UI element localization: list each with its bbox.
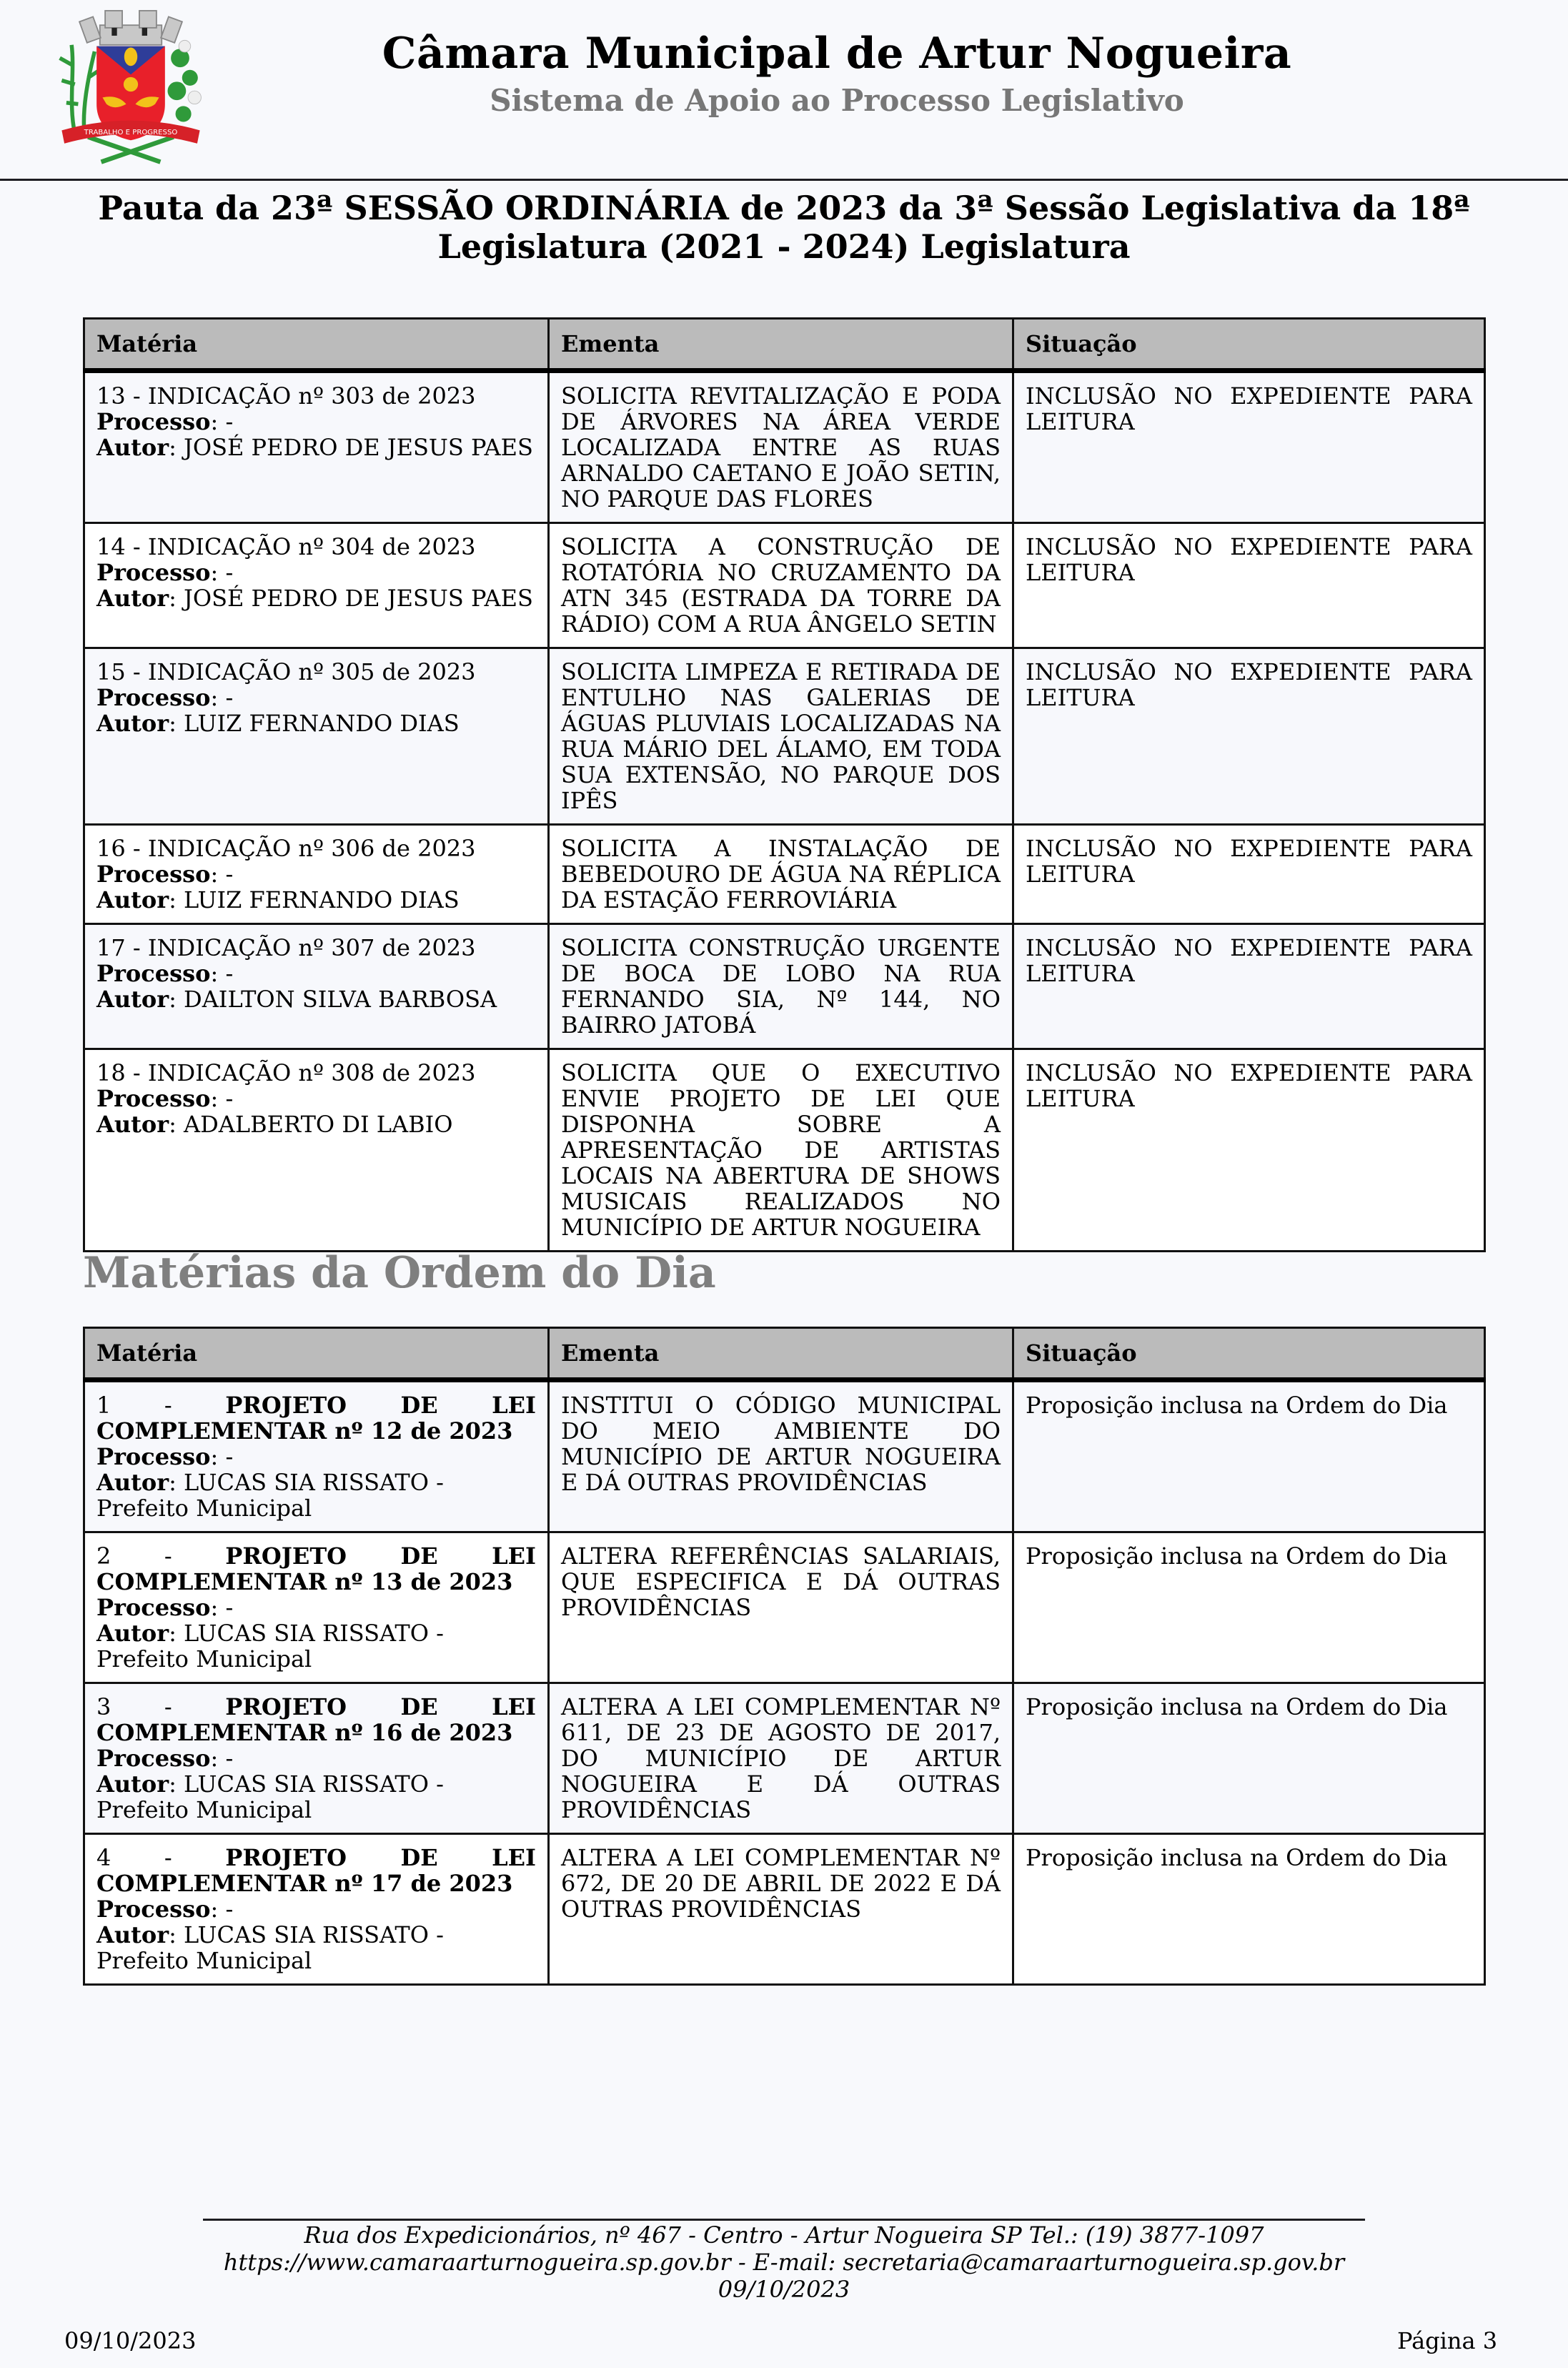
autor-line xyxy=(96,1922,536,1973)
column-header-ementa: Ementa xyxy=(549,319,1013,371)
processo-label: Processo xyxy=(96,861,211,888)
cell-ementa: SOLICITA LIMPEZA E RETIRADA DE ENTULHO NAS GALERIAS DE ÁGUAS PLUVIAIS LOCALIZADAS NA RUA MÁRIO DEL ÁLAMO, EM TODA SUA EXTENSÃO, NO PARQUE DOS IPÊS xyxy=(549,648,1013,825)
autor-line xyxy=(96,986,536,1012)
processo-label: Processo xyxy=(96,1443,211,1470)
processo-line xyxy=(96,1444,536,1470)
cell-ementa: SOLICITA CONSTRUÇÃO URGENTE DE BOCA DE LOBO NA RUA FERNANDO SIA, Nº 144, NO BAIRRO JATOBÁ xyxy=(549,924,1013,1049)
cell-materia xyxy=(84,648,549,825)
cell-ementa: SOLICITA A CONSTRUÇÃO DE ROTATÓRIA NO CRUZAMENTO DA ATN 345 (ESTRADA DA TORRE DA RÁDIO) COM A RUA ÂNGELO SETIN xyxy=(549,523,1013,648)
materia-name: PROJETO DE LEI COMPLEMENTAR nº 12 de 2023 xyxy=(96,1392,537,1445)
cell-ementa: ALTERA REFERÊNCIAS SALARIAIS, QUE ESPECIFICA E DÁ OUTRAS PROVIDÊNCIAS xyxy=(549,1532,1013,1683)
institution-name: Câmara Municipal de Artur Nogueira xyxy=(382,29,1292,79)
autor-value: : LUIZ FERNANDO DIAS xyxy=(169,710,460,737)
svg-text:TRABALHO E PROGRESSO: TRABALHO E PROGRESSO xyxy=(84,128,178,137)
materia-title: 13 - INDICAÇÃO nº 303 de 2023 xyxy=(96,382,476,410)
processo-value: : - xyxy=(210,1085,234,1112)
table-header-row xyxy=(84,319,1485,371)
table-row xyxy=(84,648,1485,825)
processo-line xyxy=(96,685,536,710)
system-subtitle: Sistema de Apoio ao Processo Legislativo xyxy=(490,83,1184,118)
autor-value: : LUCAS SIA RISSATO - Prefeito Municipal xyxy=(96,1770,444,1823)
footer-address-date: 09/10/2023 xyxy=(718,2276,850,2303)
materia-number: 3 - xyxy=(96,1693,226,1720)
processo-value: : - xyxy=(210,684,234,711)
cell-materia xyxy=(84,1049,549,1252)
cell-materia xyxy=(84,1380,549,1532)
autor-value: : LUCAS SIA RISSATO - Prefeito Municipal xyxy=(96,1921,444,1974)
autor-value: : LUCAS SIA RISSATO - Prefeito Municipal xyxy=(96,1620,444,1673)
autor-line xyxy=(96,435,536,460)
materia-number: 4 - xyxy=(96,1844,226,1871)
processo-line xyxy=(96,409,536,435)
autor-value: : LUCAS SIA RISSATO - Prefeito Municipal xyxy=(96,1469,444,1522)
column-header-ementa: Ementa xyxy=(549,1328,1013,1380)
table-row xyxy=(84,371,1485,523)
autor-label: Autor xyxy=(96,1770,169,1798)
materia-title: 18 - INDICAÇÃO nº 308 de 2023 xyxy=(96,1059,476,1086)
processo-label: Processo xyxy=(96,1594,211,1621)
processo-label: Processo xyxy=(96,1085,211,1112)
column-header-situacao: Situação xyxy=(1013,319,1485,371)
table-header-row xyxy=(84,1328,1485,1380)
cell-situacao: Proposição inclusa na Ordem do Dia xyxy=(1013,1380,1485,1532)
materia-title xyxy=(96,1845,536,1896)
processo-label: Processo xyxy=(96,559,211,586)
footer-divider xyxy=(203,2219,1365,2221)
cell-materia xyxy=(84,924,549,1049)
processo-label: Processo xyxy=(96,1896,211,1923)
autor-line xyxy=(96,585,536,611)
cell-ementa: ALTERA A LEI COMPLEMENTAR Nº 611, DE 23 DE AGOSTO DE 2017, DO MUNICÍPIO DE ARTUR NOGUEIRA E DÁ OUTRAS PROVIDÊNCIAS xyxy=(549,1683,1013,1834)
autor-label: Autor xyxy=(96,585,169,612)
table-row xyxy=(84,1049,1485,1252)
cell-materia xyxy=(84,371,549,523)
materia-name: PROJETO DE LEI COMPLEMENTAR nº 16 de 2023 xyxy=(96,1693,537,1746)
processo-line xyxy=(96,1896,536,1922)
autor-line xyxy=(96,1111,536,1137)
table-row xyxy=(84,825,1485,924)
processo-label: Processo xyxy=(96,684,211,711)
cell-situacao: Proposição inclusa na Ordem do Dia xyxy=(1013,1834,1485,1985)
materia-title xyxy=(96,1543,536,1595)
cell-materia xyxy=(84,1834,549,1985)
autor-line xyxy=(96,887,536,913)
table-row xyxy=(84,924,1485,1049)
autor-line xyxy=(96,1620,536,1672)
processo-value: : - xyxy=(210,559,234,586)
processo-line xyxy=(96,560,536,585)
materia-title: 16 - INDICAÇÃO nº 306 de 2023 xyxy=(96,835,476,862)
column-header-materia: Matéria xyxy=(84,319,549,371)
table-row xyxy=(84,1834,1485,1985)
processo-label: Processo xyxy=(96,408,211,435)
materia-number: 2 - xyxy=(96,1542,226,1570)
autor-label: Autor xyxy=(96,986,169,1013)
cell-situacao: INCLUSÃO NO EXPEDIENTE PARA LEITURA xyxy=(1013,1049,1485,1252)
autor-label: Autor xyxy=(96,434,169,461)
processo-value: : - xyxy=(210,861,234,888)
ordem-do-dia-table xyxy=(83,1327,1486,1986)
cell-materia xyxy=(84,523,549,648)
page-title: Pauta da 23ª SESSÃO ORDINÁRIA de 2023 da 3ª Sessão Legislativa da 18ª Legislatura (2021 - 2024) Legislatura xyxy=(98,189,1470,266)
materia-title: 14 - INDICAÇÃO nº 304 de 2023 xyxy=(96,533,476,560)
cell-ementa: SOLICITA REVITALIZAÇÃO E PODA DE ÁRVORES NA ÁREA VERDE LOCALIZADA ENTRE AS RUAS ARNALDO CAETANO E JOÃO SETIN, NO PARQUE DAS FLORES xyxy=(549,371,1013,523)
materia-title: 15 - INDICAÇÃO nº 305 de 2023 xyxy=(96,658,476,685)
column-header-materia: Matéria xyxy=(84,1328,549,1380)
materia-title xyxy=(96,1392,536,1444)
cell-ementa: SOLICITA A INSTALAÇÃO DE BEBEDOURO DE ÁGUA NA RÉPLICA DA ESTAÇÃO FERROVIÁRIA xyxy=(549,825,1013,924)
footer-date: 09/10/2023 xyxy=(64,2327,197,2354)
table-row xyxy=(84,523,1485,648)
autor-label: Autor xyxy=(96,1111,169,1138)
materia-title xyxy=(96,1694,536,1745)
cell-materia xyxy=(84,825,549,924)
cell-situacao: Proposição inclusa na Ordem do Dia xyxy=(1013,1683,1485,1834)
processo-value: : - xyxy=(210,1443,234,1470)
processo-value: : - xyxy=(210,960,234,987)
autor-line xyxy=(96,1771,536,1823)
autor-label: Autor xyxy=(96,886,169,913)
materia-name: PROJETO DE LEI COMPLEMENTAR nº 13 de 2023 xyxy=(96,1542,537,1595)
processo-value: : - xyxy=(210,1745,234,1772)
processo-line xyxy=(96,1595,536,1620)
footer-address xyxy=(200,2221,1368,2303)
cell-materia xyxy=(84,1683,549,1834)
cell-ementa: ALTERA A LEI COMPLEMENTAR Nº 672, DE 20 DE ABRIL DE 2022 E DÁ OUTRAS PROVIDÊNCIAS xyxy=(549,1834,1013,1985)
processo-label: Processo xyxy=(96,960,211,987)
processo-line xyxy=(96,1745,536,1771)
cell-situacao: INCLUSÃO NO EXPEDIENTE PARA LEITURA xyxy=(1013,371,1485,523)
autor-value: : DAILTON SILVA BARBOSA xyxy=(169,986,497,1013)
processo-line xyxy=(96,1086,536,1111)
cell-situacao: INCLUSÃO NO EXPEDIENTE PARA LEITURA xyxy=(1013,825,1485,924)
table-row xyxy=(84,1532,1485,1683)
table-row xyxy=(84,1683,1485,1834)
cell-ementa: INSTITUI O CÓDIGO MUNICIPAL DO MEIO AMBIENTE DO MUNICÍPIO DE ARTUR NOGUEIRA E DÁ OUTRAS PROVIDÊNCIAS xyxy=(549,1380,1013,1532)
cell-situacao: Proposição inclusa na Ordem do Dia xyxy=(1013,1532,1485,1683)
page-header xyxy=(0,0,1568,180)
processo-line xyxy=(96,861,536,887)
header-divider xyxy=(0,179,1568,181)
materia-name: PROJETO DE LEI COMPLEMENTAR nº 17 de 2023 xyxy=(96,1844,537,1897)
autor-value: : LUIZ FERNANDO DIAS xyxy=(169,886,460,913)
processo-label: Processo xyxy=(96,1745,211,1772)
autor-label: Autor xyxy=(96,710,169,737)
materia-title: 17 - INDICAÇÃO nº 307 de 2023 xyxy=(96,934,476,961)
cell-ementa: SOLICITA QUE O EXECUTIVO ENVIE PROJETO DE LEI QUE DISPONHA SOBRE A APRESENTAÇÃO DE ARTISTAS LOCAIS NA ABERTURA DE SHOWS MUSICAIS REALIZADOS NO MUNICÍPIO DE ARTUR NOGUEIRA xyxy=(549,1049,1013,1252)
autor-line xyxy=(96,1470,536,1521)
autor-line xyxy=(96,710,536,736)
autor-value: : JOSÉ PEDRO DE JESUS PAES xyxy=(169,585,533,612)
materia-number: 1 - xyxy=(96,1392,226,1419)
cell-situacao: INCLUSÃO NO EXPEDIENTE PARA LEITURA xyxy=(1013,648,1485,825)
processo-value: : - xyxy=(210,408,234,435)
table-row xyxy=(84,1380,1485,1532)
cell-materia xyxy=(84,1532,549,1683)
page-number: Página 3 xyxy=(1397,2327,1498,2354)
autor-value: : JOSÉ PEDRO DE JESUS PAES xyxy=(169,434,533,461)
autor-label: Autor xyxy=(96,1620,169,1647)
processo-value: : - xyxy=(210,1594,234,1621)
autor-label: Autor xyxy=(96,1921,169,1948)
section-title-ordem-do-dia: Matérias da Ordem do Dia xyxy=(83,1248,716,1298)
cell-situacao: INCLUSÃO NO EXPEDIENTE PARA LEITURA xyxy=(1013,924,1485,1049)
autor-value: : ADALBERTO DI LABIO xyxy=(169,1111,453,1138)
autor-label: Autor xyxy=(96,1469,169,1496)
cell-situacao: INCLUSÃO NO EXPEDIENTE PARA LEITURA xyxy=(1013,523,1485,648)
footer-contact: Rua dos Expedicionários, nº 467 - Centro - Artur Nogueira SP Tel.: (19) 3877-1097 https://www.camaraarturnogueira.sp.gov.br - E-mail: secretaria@camaraarturnogueira.sp.gov.br xyxy=(223,2221,1345,2276)
column-header-situacao: Situação xyxy=(1013,1328,1485,1380)
expediente-table xyxy=(83,317,1486,1252)
processo-value: : - xyxy=(210,1896,234,1923)
processo-line xyxy=(96,961,536,986)
